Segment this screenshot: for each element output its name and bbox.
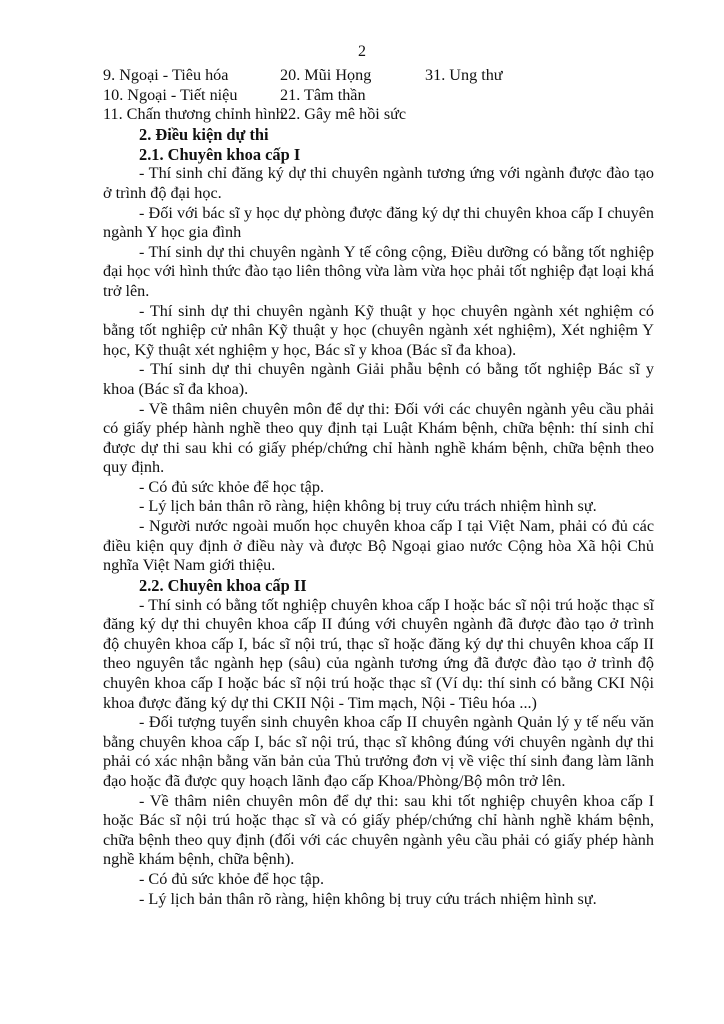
paragraph: - Thí sinh dự thi chuyên ngành Kỹ thuật y học chuyên ngành xét nghiệm có bằng tốt nghiệp cử nhân Kỹ thuật y học (chuyên ngành xét nghiệm), Xét nghiệm Y học, Kỹ thuật xét nghiệm y học, Bác sĩ y khoa (Bác sĩ đa khoa).	[103, 301, 654, 359]
list-item: 31. Ung thư	[425, 66, 503, 84]
section-heading: 2. Điều kiện dự thi	[139, 124, 269, 144]
paragraph: - Thí sinh chỉ đăng ký dự thi chuyên ngành tương ứng với ngành được đào tạo ở trình độ đại học.	[103, 164, 654, 202]
list-item	[425, 105, 654, 125]
paragraph: - Thí sinh có bằng tốt nghiệp chuyên khoa cấp I hoặc bác sĩ nội trú hoặc thạc sĩ đăng ký dự thi chuyên khoa cấp II đúng với chuyên ngành đã được đào tạo ở trình độ chuyên khoa cấp I, bác sĩ nội trú, thạc sĩ hoặc đăng ký dự thi chuyên khoa cấp II theo nguyên tắc ngành hẹp (sâu) của ngành tương ứng đã được đào tạo ở trình độ chuyên khoa cấp I hoặc bác sĩ nội trú hoặc thạc sĩ (Ví dụ: thí sinh có bằng CKI Nội khoa được đăng ký dự thi CKII Nội - Tim mạch, Nội - Tiêu hóa ...)	[103, 595, 654, 712]
list-item	[425, 86, 654, 106]
paragraph: - Đối tượng tuyển sinh chuyên khoa cấp II chuyên ngành Quản lý y tế nếu văn bằng chuyên khoa cấp I, bác sĩ nội trú, thạc sĩ không đúng với chuyên ngành dự thi phải có xác nhận bằng văn bản của Thủ trưởng đơn vị về việc thí sinh đang làm lãnh đạo hoặc đã được quy hoạch lãnh đạo cấp Khoa/Phòng/Bộ môn trở lên.	[103, 713, 654, 790]
subsection-heading: 2.2. Chuyên khoa cấp II	[139, 575, 307, 595]
document-body	[103, 66, 654, 909]
list-item: 11. Chấn thương chỉnh hình	[103, 105, 284, 124]
specialty-list	[103, 66, 654, 125]
list-item: 21. Tâm thần	[280, 85, 366, 104]
subsection-heading: 2.1. Chuyên khoa cấp I	[139, 144, 301, 164]
list-item: 9. Ngoại - Tiêu hóa	[103, 66, 229, 84]
paragraph: - Về thâm niên chuyên môn để dự thi: sau khi tốt nghiệp chuyên khoa cấp I hoặc Bác sĩ nội trú hoặc thạc sĩ và có giấy phép/chứng chỉ hành nghề khám bệnh, chữa bệnh theo quy định (đối với các chuyên ngành yêu cầu phải có giấy phép hành nghề khám bệnh, chữa bệnh).	[103, 791, 654, 869]
paragraph: - Thí sinh dự thi chuyên ngành Giải phẫu bệnh có bằng tốt nghiệp Bác sĩ y khoa (Bác sĩ đa khoa).	[103, 360, 654, 398]
list-item: 20. Mũi Họng	[280, 66, 372, 84]
paragraph: - Thí sinh dự thi chuyên ngành Y tế công cộng, Điều dưỡng có bằng tốt nghiệp đại học với hình thức đào tạo liên thông vừa làm vừa học phải tốt nghiệp đạt loại khá trở lên.	[103, 242, 654, 300]
list-item: 10. Ngoại - Tiết niệu	[103, 85, 238, 104]
list-item: 22. Gây mê hồi sức	[280, 105, 407, 124]
paragraph: - Về thâm niên chuyên môn để dự thi: Đối với các chuyên ngành yêu cầu phải có giấy phép hành nghề theo quy định tại Luật Khám bệnh, chữa bệnh: thí sinh chỉ được dự thi sau khi có giấy phép/chứng chỉ hành nghề khám bệnh, chữa bệnh theo quy định.	[103, 399, 654, 477]
paragraph: - Lý lịch bản thân rõ ràng, hiện không bị truy cứu trách nhiệm hình sự.	[139, 889, 597, 908]
page-number: 2	[358, 43, 366, 60]
paragraph: - Có đủ sức khỏe để học tập.	[139, 477, 324, 496]
paragraph: - Đối với bác sĩ y học dự phòng được đăng ký dự thi chuyên khoa cấp I chuyên ngành Y học gia đình	[103, 203, 654, 242]
paragraph: - Có đủ sức khỏe để học tập.	[139, 869, 324, 888]
paragraph: - Lý lịch bản thân rõ ràng, hiện không bị truy cứu trách nhiệm hình sự.	[139, 497, 597, 516]
paragraph: - Người nước ngoài muốn học chuyên khoa cấp I tại Việt Nam, phải có đủ các điều kiện quy định ở điều này và được Bộ Ngoại giao nước Cộng hòa Xã hội Chủ nghĩa Việt Nam giới thiệu.	[103, 517, 654, 575]
